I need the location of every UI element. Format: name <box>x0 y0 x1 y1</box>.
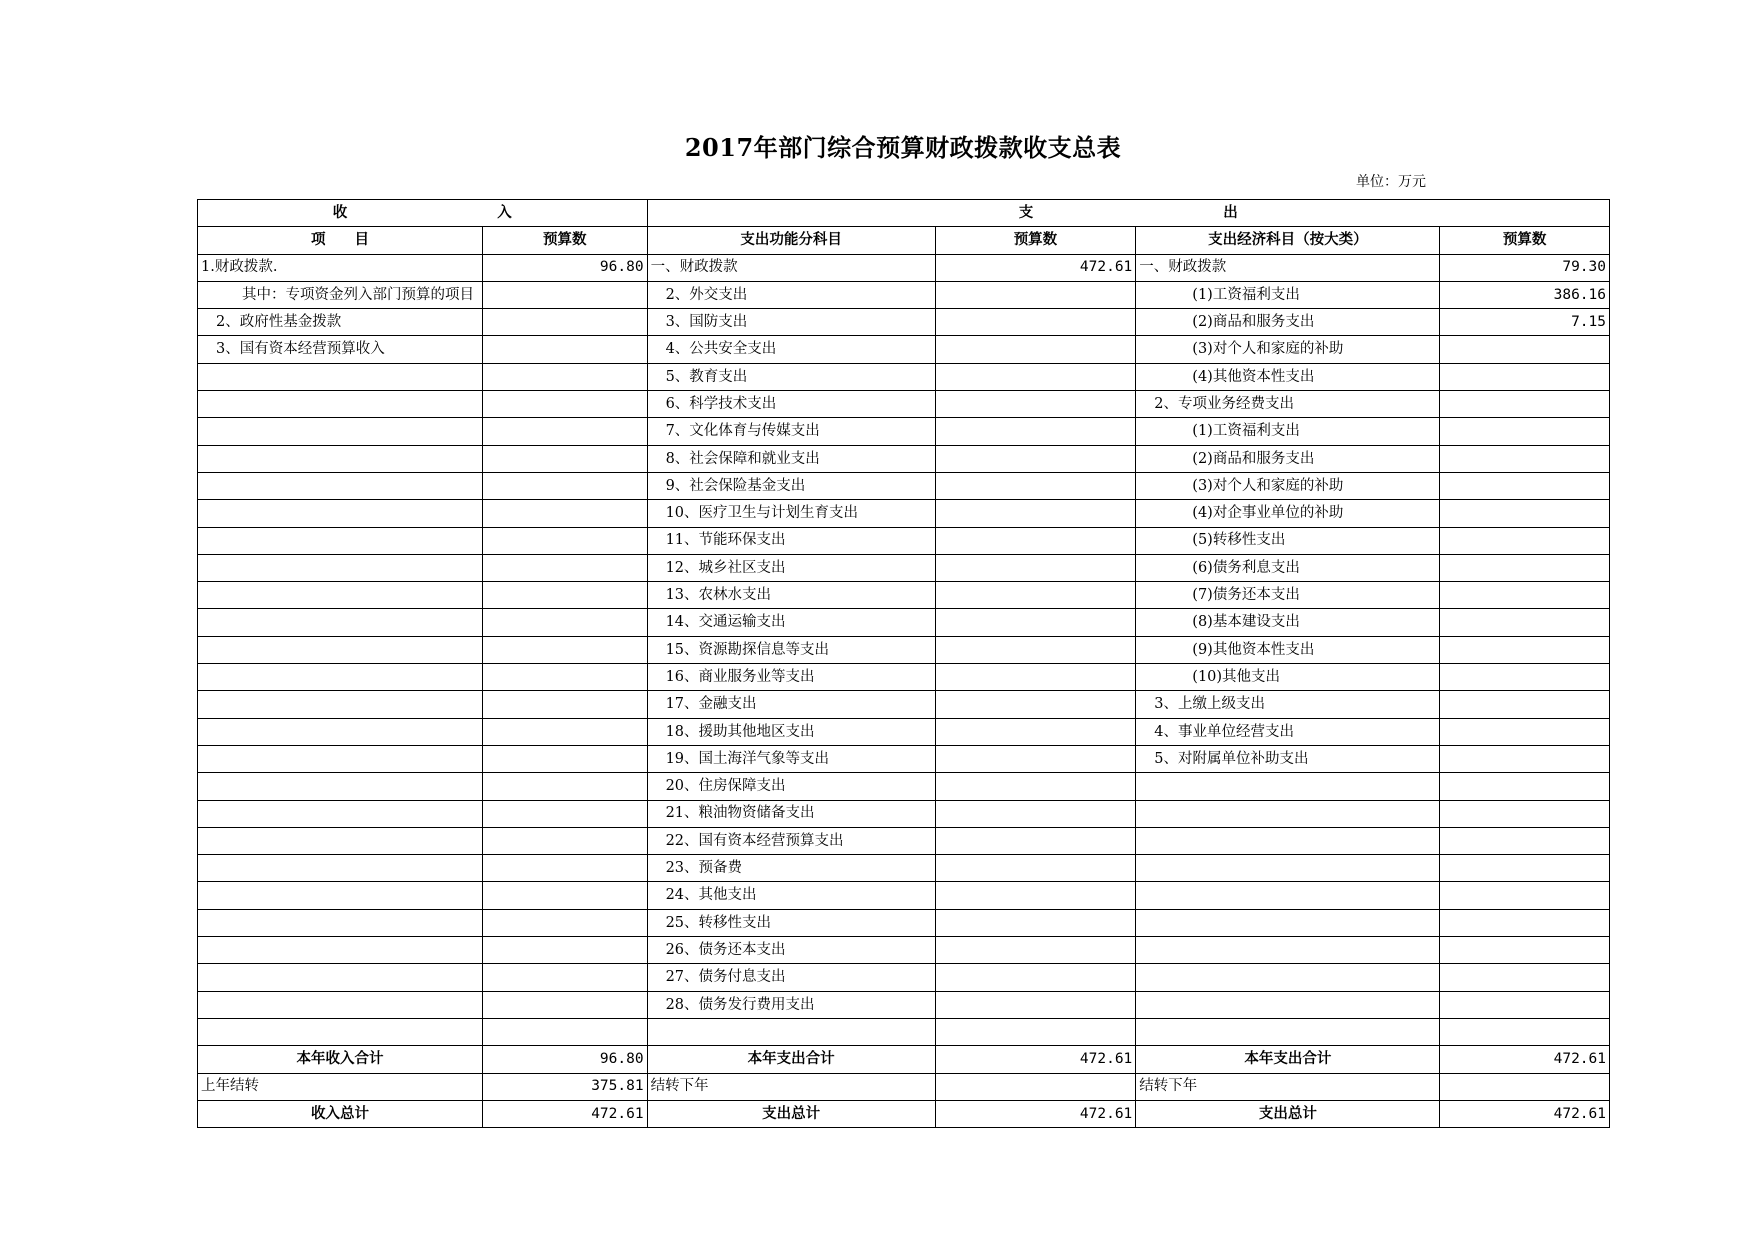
econ-value-cell <box>1440 745 1610 772</box>
income-value-cell <box>483 418 648 445</box>
econ-label-cell: 3、上缴上级支出 <box>1136 691 1440 718</box>
econ-label-cell: 一、财政拨款 <box>1136 254 1440 281</box>
table-row <box>198 582 1610 609</box>
table-row <box>198 855 1610 882</box>
income-value-cell <box>483 991 648 1018</box>
table-row <box>198 745 1610 772</box>
income-label-cell <box>198 827 483 854</box>
table-row <box>198 609 1610 636</box>
income-label-cell: 1.财政拨款. <box>198 254 483 281</box>
income-value-cell: 96.80 <box>483 254 648 281</box>
func-label-cell: 22、国有资本经营预算支出 <box>647 827 935 854</box>
func-value-cell <box>935 554 1136 581</box>
col-header-func-budget: 预算数 <box>935 227 1136 254</box>
func-label-cell: 14、交通运输支出 <box>647 609 935 636</box>
econ-value-cell <box>1440 527 1610 554</box>
econ-value-cell <box>1440 937 1610 964</box>
grand-income-label: 收入总计 <box>198 1100 483 1127</box>
table-row <box>198 800 1610 827</box>
func-label-cell: 6、科学技术支出 <box>647 391 935 418</box>
econ-label-cell: (8)基本建设支出 <box>1136 609 1440 636</box>
col-header-econ-budget: 预算数 <box>1440 227 1610 254</box>
table-row <box>198 964 1610 991</box>
year-econ-value: 472.61 <box>1440 1046 1610 1073</box>
econ-label-cell: (7)债务还本支出 <box>1136 582 1440 609</box>
func-label-cell: 2、外交支出 <box>647 281 935 308</box>
econ-label-cell <box>1136 991 1440 1018</box>
income-value-cell <box>483 609 648 636</box>
func-value-cell <box>935 336 1136 363</box>
func-label-cell: 19、国土海洋气象等支出 <box>647 745 935 772</box>
income-label-cell: 3、国有资本经营预算收入 <box>198 336 483 363</box>
func-label-cell: 5、教育支出 <box>647 363 935 390</box>
func-value-cell <box>935 609 1136 636</box>
func-value-cell <box>935 418 1136 445</box>
income-label-cell <box>198 991 483 1018</box>
table-row <box>198 336 1610 363</box>
func-label-cell: 7、文化体育与传媒支出 <box>647 418 935 445</box>
func-value-cell <box>935 582 1136 609</box>
income-value-cell <box>483 827 648 854</box>
econ-value-cell <box>1440 773 1610 800</box>
income-value-cell <box>483 363 648 390</box>
econ-label-cell: (2)商品和服务支出 <box>1136 445 1440 472</box>
func-value-cell <box>935 363 1136 390</box>
table-row <box>198 909 1610 936</box>
year-income-label: 本年收入合计 <box>198 1046 483 1073</box>
income-value-cell <box>483 445 648 472</box>
income-label-cell <box>198 855 483 882</box>
income-group-header <box>198 200 648 227</box>
income-value-cell <box>483 964 648 991</box>
econ-label-cell: (10)其他支出 <box>1136 664 1440 691</box>
income-value-cell <box>483 472 648 499</box>
income-label-cell <box>198 418 483 445</box>
col-header-func: 支出功能分科目 <box>647 227 935 254</box>
econ-value-cell <box>1440 418 1610 445</box>
func-value-cell <box>935 472 1136 499</box>
econ-label-cell: (9)其他资本性支出 <box>1136 636 1440 663</box>
func-value-cell <box>935 800 1136 827</box>
carry-econ-label: 结转下年 <box>1136 1073 1440 1100</box>
table-row <box>198 882 1610 909</box>
econ-label-cell <box>1136 964 1440 991</box>
econ-value-cell <box>1440 691 1610 718</box>
func-value-cell <box>935 281 1136 308</box>
func-label-cell: 28、债务发行费用支出 <box>647 991 935 1018</box>
income-label-cell: 2、政府性基金拨款 <box>198 309 483 336</box>
func-value-cell <box>935 309 1136 336</box>
carry-func-label: 结转下年 <box>647 1073 935 1100</box>
func-value-cell <box>935 827 1136 854</box>
table-row <box>198 363 1610 390</box>
func-label-cell: 27、债务付息支出 <box>647 964 935 991</box>
income-value-cell <box>483 582 648 609</box>
func-label-cell: 11、节能环保支出 <box>647 527 935 554</box>
func-label-cell: 15、资源勘探信息等支出 <box>647 636 935 663</box>
table-row <box>198 718 1610 745</box>
income-value-cell <box>483 281 648 308</box>
expense-group-char-2: 出 <box>1223 203 1238 221</box>
table-row <box>198 391 1610 418</box>
func-label-cell: 23、预备费 <box>647 855 935 882</box>
income-value-cell <box>483 691 648 718</box>
econ-label-cell <box>1136 855 1440 882</box>
income-label-cell <box>198 718 483 745</box>
income-label-cell <box>198 472 483 499</box>
year-func-label: 本年支出合计 <box>647 1046 935 1073</box>
grand-func-value: 472.61 <box>935 1100 1136 1127</box>
func-value-cell <box>935 937 1136 964</box>
econ-label-cell <box>1136 773 1440 800</box>
econ-label-cell: (6)债务利息支出 <box>1136 554 1440 581</box>
func-value-cell <box>935 500 1136 527</box>
econ-label-cell: (3)对个人和家庭的补助 <box>1136 472 1440 499</box>
income-value-cell <box>483 855 648 882</box>
func-label-cell <box>647 1018 935 1045</box>
carry-econ-value <box>1440 1073 1610 1100</box>
func-label-cell: 18、援助其他地区支出 <box>647 718 935 745</box>
econ-value-cell: 386.16 <box>1440 281 1610 308</box>
econ-value-cell <box>1440 445 1610 472</box>
func-value-cell <box>935 664 1136 691</box>
econ-label-cell <box>1136 909 1440 936</box>
table-row <box>198 309 1610 336</box>
func-value-cell <box>935 964 1136 991</box>
func-label-cell: 26、债务还本支出 <box>647 937 935 964</box>
func-value-cell <box>935 527 1136 554</box>
func-label-cell: 8、社会保障和就业支出 <box>647 445 935 472</box>
table-row <box>198 254 1610 281</box>
func-value-cell <box>935 718 1136 745</box>
income-value-cell <box>483 554 648 581</box>
table-row <box>198 991 1610 1018</box>
func-value-cell <box>935 855 1136 882</box>
grand-income-value: 472.61 <box>483 1100 648 1127</box>
func-label-cell: 21、粮油物资储备支出 <box>647 800 935 827</box>
table-row <box>198 445 1610 472</box>
column-header-row <box>198 227 1610 254</box>
income-label-cell <box>198 745 483 772</box>
income-value-cell <box>483 636 648 663</box>
carry-func-value <box>935 1073 1136 1100</box>
income-value-cell <box>483 800 648 827</box>
func-value-cell <box>935 1018 1136 1045</box>
income-label-cell <box>198 773 483 800</box>
income-value-cell <box>483 309 648 336</box>
income-value-cell <box>483 500 648 527</box>
func-value-cell <box>935 882 1136 909</box>
func-value-cell: 472.61 <box>935 254 1136 281</box>
econ-value-cell <box>1440 636 1610 663</box>
econ-label-cell: 2、专项业务经费支出 <box>1136 391 1440 418</box>
func-value-cell <box>935 636 1136 663</box>
income-label-cell <box>198 609 483 636</box>
func-value-cell <box>935 445 1136 472</box>
func-label-cell: 20、住房保障支出 <box>647 773 935 800</box>
grand-econ-label: 支出总计 <box>1136 1100 1440 1127</box>
table-row <box>198 554 1610 581</box>
func-label-cell: 25、转移性支出 <box>647 909 935 936</box>
econ-label-cell <box>1136 937 1440 964</box>
func-value-cell <box>935 391 1136 418</box>
econ-label-cell: (1)工资福利支出 <box>1136 281 1440 308</box>
income-value-cell <box>483 909 648 936</box>
econ-value-cell: 7.15 <box>1440 309 1610 336</box>
income-label-cell <box>198 363 483 390</box>
year-income-value: 96.80 <box>483 1046 648 1073</box>
table-row <box>198 418 1610 445</box>
econ-value-cell <box>1440 882 1610 909</box>
econ-label-cell: (3)对个人和家庭的补助 <box>1136 336 1440 363</box>
econ-value-cell <box>1440 800 1610 827</box>
income-value-cell <box>483 882 648 909</box>
func-label-cell: 10、医疗卫生与计划生育支出 <box>647 500 935 527</box>
econ-value-cell <box>1440 336 1610 363</box>
col-header-income-budget: 预算数 <box>483 227 648 254</box>
econ-label-cell: (2)商品和服务支出 <box>1136 309 1440 336</box>
income-label-cell <box>198 391 483 418</box>
func-value-cell <box>935 773 1136 800</box>
table-row <box>198 827 1610 854</box>
income-group-char-2: 入 <box>497 203 512 221</box>
year-total-row <box>198 1046 1610 1073</box>
econ-value-cell <box>1440 500 1610 527</box>
table-row <box>198 691 1610 718</box>
col-header-item: 项 目 <box>198 227 483 254</box>
income-value-cell <box>483 937 648 964</box>
table-row <box>198 773 1610 800</box>
income-label-cell <box>198 909 483 936</box>
econ-value-cell: 79.30 <box>1440 254 1610 281</box>
econ-value-cell <box>1440 582 1610 609</box>
table-row <box>198 472 1610 499</box>
func-label-cell: 24、其他支出 <box>647 882 935 909</box>
income-value-cell <box>483 718 648 745</box>
grand-func-label: 支出总计 <box>647 1100 935 1127</box>
econ-value-cell <box>1440 472 1610 499</box>
table-row <box>198 527 1610 554</box>
func-label-cell: 12、城乡社区支出 <box>647 554 935 581</box>
income-value-cell <box>483 527 648 554</box>
econ-label-cell: (1)工资福利支出 <box>1136 418 1440 445</box>
income-value-cell <box>483 336 648 363</box>
income-label-cell <box>198 500 483 527</box>
prev-carry-value: 375.81 <box>483 1073 648 1100</box>
econ-value-cell <box>1440 827 1610 854</box>
func-label-cell: 3、国防支出 <box>647 309 935 336</box>
econ-value-cell <box>1440 964 1610 991</box>
econ-label-cell: (4)其他资本性支出 <box>1136 363 1440 390</box>
income-label-cell <box>198 636 483 663</box>
func-value-cell <box>935 745 1136 772</box>
econ-label-cell: (4)对企事业单位的补助 <box>1136 500 1440 527</box>
income-label-cell <box>198 691 483 718</box>
econ-value-cell <box>1440 664 1610 691</box>
econ-value-cell <box>1440 909 1610 936</box>
econ-label-cell: 4、事业单位经营支出 <box>1136 718 1440 745</box>
func-label-cell: 9、社会保险基金支出 <box>647 472 935 499</box>
func-value-cell <box>935 991 1136 1018</box>
econ-label-cell <box>1136 827 1440 854</box>
income-label-cell <box>198 664 483 691</box>
econ-value-cell <box>1440 991 1610 1018</box>
table-row <box>198 636 1610 663</box>
year-econ-label: 本年支出合计 <box>1136 1046 1440 1073</box>
income-label-cell <box>198 800 483 827</box>
econ-label-cell: 5、对附属单位补助支出 <box>1136 745 1440 772</box>
econ-value-cell <box>1440 554 1610 581</box>
econ-label-cell: (5)转移性支出 <box>1136 527 1440 554</box>
grand-total-row <box>198 1100 1610 1127</box>
table-row <box>198 1018 1610 1045</box>
income-label-cell <box>198 582 483 609</box>
income-label-cell <box>198 964 483 991</box>
income-label-cell: 其中：专项资金列入部门预算的项目 <box>198 281 483 308</box>
func-label-cell: 13、农林水支出 <box>647 582 935 609</box>
income-value-cell <box>483 391 648 418</box>
grand-econ-value: 472.61 <box>1440 1100 1610 1127</box>
table-row <box>198 664 1610 691</box>
income-value-cell <box>483 773 648 800</box>
econ-value-cell <box>1440 855 1610 882</box>
income-label-cell <box>198 527 483 554</box>
econ-label-cell <box>1136 882 1440 909</box>
expense-group-header <box>647 200 1609 227</box>
income-group-char-1: 收 <box>332 203 348 221</box>
econ-label-cell <box>1136 800 1440 827</box>
income-value-cell <box>483 745 648 772</box>
func-label-cell: 一、财政拨款 <box>647 254 935 281</box>
table-row <box>198 281 1610 308</box>
income-label-cell <box>198 882 483 909</box>
func-label-cell: 17、金融支出 <box>647 691 935 718</box>
func-value-cell <box>935 691 1136 718</box>
budget-table <box>197 199 1610 1128</box>
econ-label-cell <box>1136 1018 1440 1045</box>
income-label-cell <box>198 937 483 964</box>
unit-label: 单位：万元 <box>1356 174 1426 190</box>
col-header-econ: 支出经济科目（按大类） <box>1136 227 1440 254</box>
expense-group-char-1: 支 <box>1018 203 1034 221</box>
func-value-cell <box>935 909 1136 936</box>
table-row <box>198 937 1610 964</box>
econ-value-cell <box>1440 718 1610 745</box>
year-func-value: 472.61 <box>935 1046 1136 1073</box>
econ-value-cell <box>1440 363 1610 390</box>
econ-value-cell <box>1440 391 1610 418</box>
econ-value-cell <box>1440 1018 1610 1045</box>
income-label-cell <box>198 1018 483 1045</box>
prev-carry-label: 上年结转 <box>198 1073 483 1100</box>
func-label-cell: 16、商业服务业等支出 <box>647 664 935 691</box>
income-value-cell <box>483 664 648 691</box>
income-label-cell <box>198 445 483 472</box>
income-value-cell <box>483 1018 648 1045</box>
carry-row <box>198 1073 1610 1100</box>
group-header-row <box>198 200 1610 227</box>
income-label-cell <box>198 554 483 581</box>
page-title: 2017年部门综合预算财政拨款收支总表 <box>684 133 1122 162</box>
func-label-cell: 4、公共安全支出 <box>647 336 935 363</box>
econ-value-cell <box>1440 609 1610 636</box>
table-row <box>198 500 1610 527</box>
